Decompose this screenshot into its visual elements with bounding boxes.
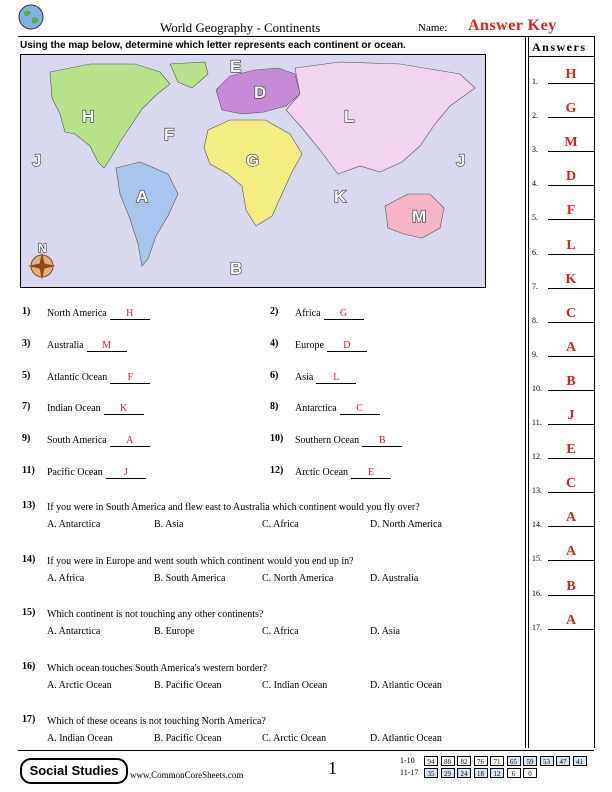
worksheet-title: World Geography - Continents xyxy=(160,20,321,35)
question-number: 11) xyxy=(22,465,35,476)
answer-option[interactable]: A. Africa xyxy=(47,572,85,584)
answer-blank-line xyxy=(548,254,594,255)
answer-value: A xyxy=(565,612,577,628)
answer-number: 17. xyxy=(532,622,542,632)
answer-option[interactable]: C. Arctic Ocean xyxy=(262,733,327,745)
question-number: 5) xyxy=(22,369,31,381)
question-number: 14) xyxy=(22,553,36,565)
question-label: Asia xyxy=(295,371,314,383)
answer-row xyxy=(532,475,594,495)
answer-blank[interactable]: A xyxy=(110,435,150,447)
answer-value: G xyxy=(565,101,577,117)
question-text: If you were in South America and flew east to Australia which continent would you fly over? xyxy=(47,502,420,513)
instructions: Using the map below, determine which letter represents each continent or ocean. xyxy=(20,40,406,51)
answer-value: L xyxy=(566,237,576,253)
answer-blank[interactable]: H xyxy=(110,308,150,320)
answer-value: B xyxy=(566,373,576,389)
answer-number: 11. xyxy=(532,418,542,427)
footer-divider xyxy=(18,750,594,751)
answer-option[interactable]: A. Antarctica xyxy=(47,626,101,638)
answer-row xyxy=(532,237,594,257)
question-label: Atlantic Ocean xyxy=(47,371,108,383)
question-number: 6) xyxy=(270,369,279,381)
answer-number: 2. xyxy=(532,111,538,121)
answer-option[interactable]: D. Atlantic Ocean xyxy=(370,733,442,745)
answer-blank[interactable]: M xyxy=(87,340,127,352)
name-label: Name: xyxy=(418,22,448,34)
answer-value: A xyxy=(565,510,577,526)
answer-number: 7. xyxy=(532,281,538,291)
question-label: Africa xyxy=(295,308,321,319)
answer-blank[interactable]: J xyxy=(106,467,146,479)
answer-row xyxy=(532,578,594,598)
score-row-label: 1-10 xyxy=(400,756,415,765)
score-cell: 41 xyxy=(573,756,587,766)
answer-blank-line xyxy=(548,185,594,186)
question-text: Which ocean touches South America's western border? xyxy=(47,662,268,674)
score-cell: 94 xyxy=(424,756,438,766)
question-label: Indian Ocean xyxy=(47,403,101,415)
map-label-b: B xyxy=(230,259,243,278)
answer-number: 6. xyxy=(532,247,538,257)
answer-key-label: Answer Key xyxy=(468,17,557,34)
question-label: Europe xyxy=(295,339,324,351)
question-number: 3) xyxy=(22,337,31,349)
answer-option[interactable]: C. North America xyxy=(262,572,334,584)
answer-number: 1. xyxy=(532,77,538,86)
header-divider xyxy=(18,36,594,37)
answer-row xyxy=(532,271,594,291)
answers-heading-divider xyxy=(528,56,594,57)
answers-column-divider-2 xyxy=(528,36,529,748)
answer-value: D xyxy=(565,169,577,185)
answer-number: 16. xyxy=(532,588,542,598)
answer-number: 12. xyxy=(532,452,542,462)
answer-option[interactable]: A. Arctic Ocean xyxy=(47,679,112,691)
map-label-a: A xyxy=(136,187,149,206)
answers-column-divider xyxy=(525,36,526,748)
question-text xyxy=(47,372,150,384)
question-number: 7) xyxy=(22,401,31,413)
score-cell: 47 xyxy=(556,756,570,766)
question-number: 15) xyxy=(22,607,36,619)
answer-blank-line xyxy=(548,83,594,84)
question-number: 16) xyxy=(22,660,36,672)
answer-number: 3. xyxy=(532,145,538,155)
score-cell: 24 xyxy=(457,768,471,778)
answer-value: K xyxy=(565,271,577,287)
answer-value: C xyxy=(565,305,577,321)
answer-blank-line xyxy=(548,322,594,323)
score-cell: 59 xyxy=(523,756,537,766)
answer-option[interactable]: A. Indian Ocean xyxy=(47,733,113,745)
answer-value: B xyxy=(566,578,576,594)
answer-blank[interactable]: D xyxy=(327,340,367,352)
answer-value: F xyxy=(566,203,576,219)
answer-blank[interactable]: C xyxy=(340,403,380,415)
question-text xyxy=(295,308,364,320)
answer-option[interactable]: C. Africa xyxy=(262,519,299,530)
question-number: 9) xyxy=(22,433,31,445)
answer-blank-line xyxy=(548,390,594,391)
answer-option[interactable]: B. Europe xyxy=(154,626,195,638)
answer-number: 9. xyxy=(532,349,538,359)
answers-heading: Answers xyxy=(532,40,587,54)
answer-option[interactable]: C. Africa xyxy=(262,626,299,638)
question-text xyxy=(47,403,144,415)
question-label: Southern Ocean xyxy=(295,435,360,447)
page-number: 1 xyxy=(328,758,337,778)
map-label-h: H xyxy=(82,107,95,126)
question-label: Arctic Ocean xyxy=(295,467,349,478)
map-label-j-left: J xyxy=(32,151,42,170)
question-label: Australia xyxy=(47,339,84,351)
score-cell: 12 xyxy=(490,768,504,778)
answer-blank-line xyxy=(548,492,594,493)
answer-row xyxy=(532,441,594,461)
question-text xyxy=(295,435,402,447)
score-cell: 71 xyxy=(490,756,504,766)
answer-blank-line xyxy=(548,151,594,152)
score-cell: 82 xyxy=(457,756,471,766)
question-text xyxy=(295,467,391,479)
answer-blank[interactable]: K xyxy=(104,403,144,415)
answer-number: 10. xyxy=(532,383,542,393)
answer-number: 13. xyxy=(532,486,542,496)
answer-row xyxy=(532,373,594,393)
answer-row xyxy=(532,202,594,222)
site-url: www.CommonCoreSheets.com xyxy=(130,770,244,780)
page-right-border xyxy=(594,36,595,748)
answer-value: E xyxy=(566,442,576,458)
question-text: If you were in Europe and went south which continent would you end up in? xyxy=(47,555,354,567)
answer-blank-line xyxy=(548,117,594,118)
answer-value: H xyxy=(565,67,577,82)
answer-option[interactable]: A. Antarctica xyxy=(47,519,101,530)
question-number: 13) xyxy=(22,500,36,511)
answer-row xyxy=(532,612,594,632)
brand-badge: Social Studies xyxy=(20,758,128,784)
map-label-e: E xyxy=(230,57,242,76)
question-number: 17) xyxy=(22,714,36,726)
answer-blank-line xyxy=(548,288,594,289)
answer-row xyxy=(532,66,594,86)
question-label: Antarctica xyxy=(295,403,337,415)
map-label-f: F xyxy=(164,125,175,144)
score-cell: 0 xyxy=(523,768,537,778)
answer-blank-line xyxy=(548,526,594,527)
answer-blank-line xyxy=(548,629,594,630)
answer-number: 4. xyxy=(532,179,538,189)
answer-row xyxy=(532,134,594,154)
question-text xyxy=(47,435,150,447)
question-label: North America xyxy=(47,308,107,319)
answer-option[interactable]: B. Asia xyxy=(154,519,184,530)
question-number: 4) xyxy=(270,337,279,349)
answer-option[interactable]: D. Australia xyxy=(370,572,419,584)
score-cell: 88 xyxy=(441,756,455,766)
answer-row xyxy=(532,509,594,529)
answer-blank-line xyxy=(548,458,594,459)
answer-blank-line xyxy=(548,560,594,561)
question-text xyxy=(295,372,356,384)
score-cell: 76 xyxy=(474,756,488,766)
map-label-north: N xyxy=(38,241,47,255)
question-text xyxy=(47,308,150,320)
answer-number: 8. xyxy=(532,315,538,325)
answer-value: C xyxy=(565,476,577,492)
question-label: South America xyxy=(47,435,107,447)
answer-row xyxy=(532,543,594,563)
answer-blank[interactable]: E xyxy=(351,467,391,479)
question-number: 1) xyxy=(22,306,31,317)
question-text xyxy=(295,403,380,415)
map-label-m: M xyxy=(412,207,427,226)
answer-row xyxy=(532,339,594,359)
answer-blank[interactable]: G xyxy=(324,308,364,320)
question-number: 2) xyxy=(270,306,279,317)
score-cell: 65 xyxy=(507,756,521,766)
answer-blank-line xyxy=(548,219,594,220)
question-text xyxy=(47,467,146,479)
answer-blank[interactable]: F xyxy=(110,372,150,384)
score-cell: 29 xyxy=(441,768,455,778)
answer-blank-line xyxy=(548,595,594,596)
score-cell: 18 xyxy=(474,768,488,778)
answer-row xyxy=(532,305,594,325)
answer-blank-line xyxy=(548,424,594,425)
score-cell: 6 xyxy=(507,768,521,778)
globe-icon xyxy=(18,4,44,30)
question-number: 12) xyxy=(270,465,284,476)
answer-blank[interactable]: B xyxy=(362,435,402,447)
question-text xyxy=(295,340,367,352)
world-map xyxy=(20,54,486,288)
question-number: 8) xyxy=(270,401,279,413)
answer-option[interactable]: B. South America xyxy=(154,572,226,584)
question-label: Pacific Ocean xyxy=(47,467,103,478)
answer-number: 14. xyxy=(532,520,542,530)
answer-blank-line xyxy=(548,356,594,357)
map-label-l: L xyxy=(344,107,355,126)
map-label-k: K xyxy=(334,187,347,206)
answer-row xyxy=(532,168,594,188)
answer-option[interactable]: D. Atlantic Ocean xyxy=(370,679,442,691)
question-number: 10) xyxy=(270,433,284,445)
answer-row xyxy=(532,407,594,427)
answer-value: A xyxy=(565,544,577,560)
map-label-d: D xyxy=(254,83,267,102)
answer-row xyxy=(532,100,594,120)
answer-option[interactable]: B. Pacific Ocean xyxy=(154,679,222,691)
answer-option[interactable]: B. Pacific Ocean xyxy=(154,733,222,745)
map-label-g: G xyxy=(246,151,260,170)
score-cell: 35 xyxy=(424,768,438,778)
answer-option[interactable]: D. North America xyxy=(370,519,442,530)
answer-blank[interactable]: L xyxy=(316,372,356,384)
question-text: Which continent is not touching any other continents? xyxy=(47,609,264,621)
map-label-j-right: J xyxy=(456,151,466,170)
answer-option[interactable]: D. Asia xyxy=(370,626,400,638)
answer-value: M xyxy=(564,135,578,151)
answer-value: J xyxy=(567,408,575,423)
score-cell: 53 xyxy=(540,756,554,766)
answer-number: 15. xyxy=(532,554,542,564)
question-text: Which of these oceans is not touching North America? xyxy=(47,716,266,728)
question-text xyxy=(47,340,127,352)
answer-option[interactable]: C. Indian Ocean xyxy=(262,679,328,691)
score-row-label: 11-17 xyxy=(400,768,419,777)
answer-value: A xyxy=(565,339,577,355)
answer-number: 5. xyxy=(532,213,538,223)
